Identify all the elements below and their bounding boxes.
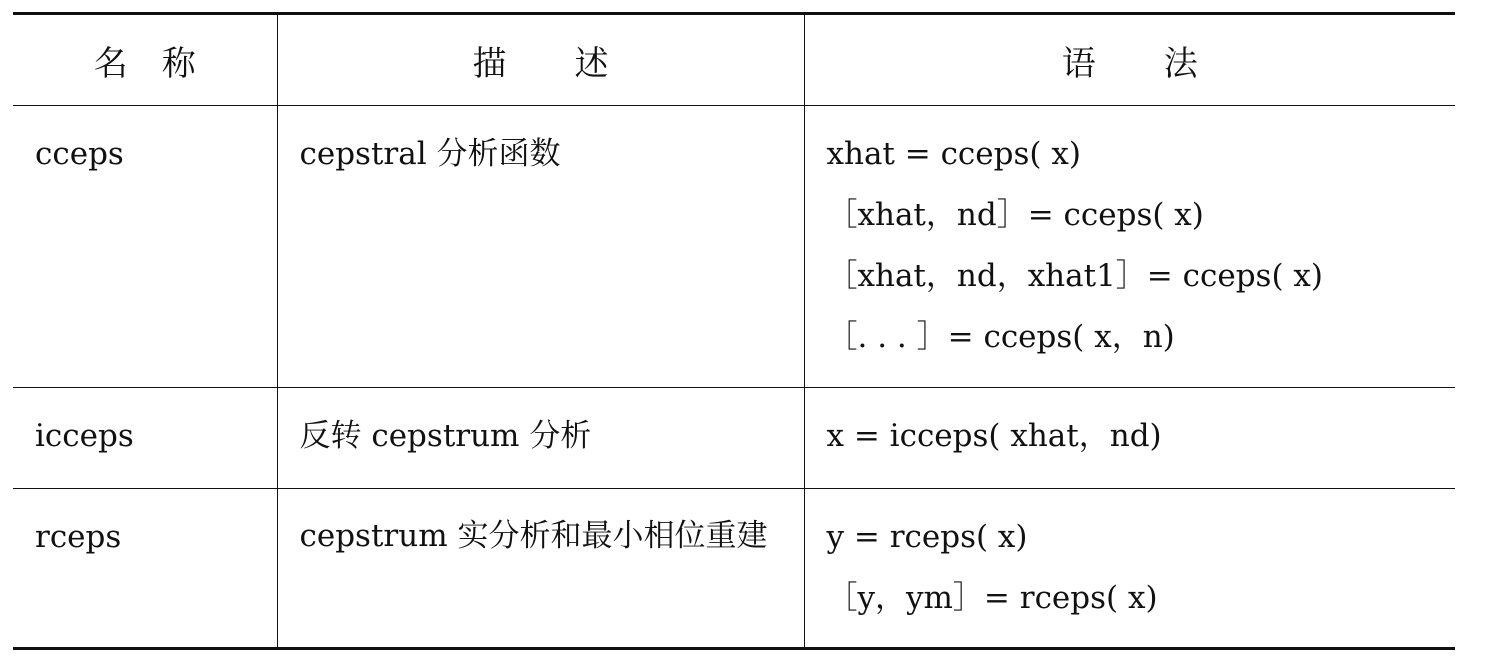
function-table-container — [13, 12, 1455, 650]
function-name-cell — [13, 106, 277, 388]
function-description-cell — [277, 388, 804, 489]
function-name-cell — [13, 388, 277, 489]
function-name: rceps — [35, 519, 122, 555]
function-syntax-cell — [804, 106, 1455, 388]
function-name: cceps — [35, 136, 124, 172]
function-description: cepstral 分析函数 — [299, 136, 561, 172]
syntax-line: xhat = cceps( x) — [826, 136, 1081, 172]
function-description-cell — [277, 106, 804, 388]
function-name: icceps — [35, 418, 134, 454]
function-table — [13, 12, 1455, 650]
header-syntax: 语 法 — [804, 14, 1455, 106]
syntax-line: ［. . . ］= cceps( x，n) — [826, 319, 1175, 355]
table-row — [13, 388, 1455, 489]
table-header-row — [13, 14, 1455, 106]
function-syntax-cell — [804, 388, 1455, 489]
header-name: 名 称 — [13, 14, 277, 106]
function-name-cell — [13, 489, 277, 649]
syntax-line: ［xhat，nd，xhat1］= cceps( x) — [826, 258, 1323, 294]
function-description: 反转 cepstrum 分析 — [299, 418, 592, 454]
syntax-line: y = rceps( x) — [826, 519, 1028, 555]
syntax-line: x = icceps( xhat，nd) — [826, 418, 1162, 454]
table-row — [13, 489, 1455, 649]
syntax-line: ［y，ym］= rceps( x) — [826, 580, 1158, 616]
header-description: 描 述 — [277, 14, 804, 106]
function-description-cell — [277, 489, 804, 649]
table-row — [13, 106, 1455, 388]
function-syntax-cell — [804, 489, 1455, 649]
function-description: cepstrum 实分析和最小相位重建 — [299, 518, 768, 554]
syntax-line: ［xhat，nd］= cceps( x) — [826, 197, 1204, 233]
